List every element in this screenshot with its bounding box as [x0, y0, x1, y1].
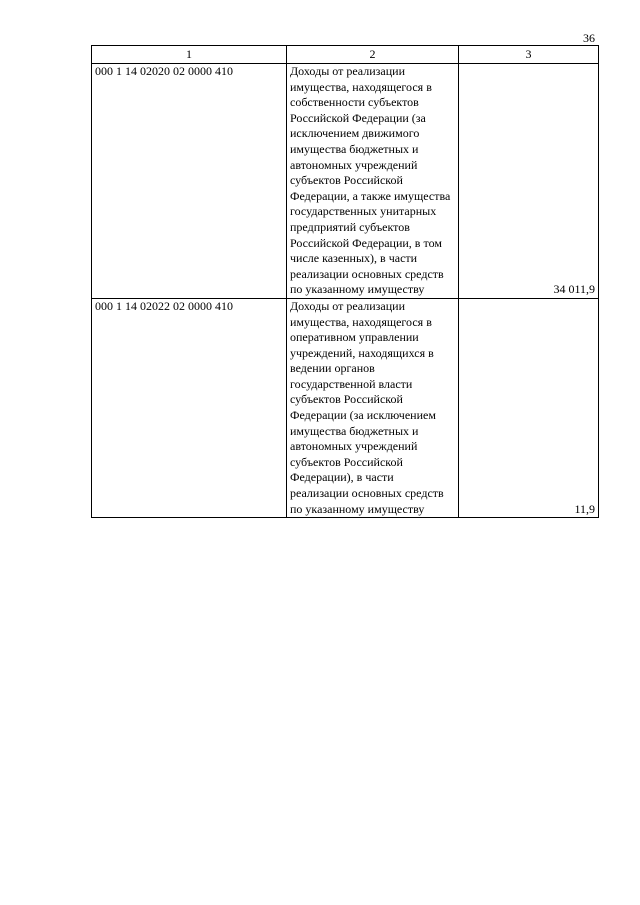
revenue-code-cell: 000 1 14 02022 02 0000 410: [92, 298, 287, 517]
table-row: [92, 64, 599, 299]
budget-revenue-table: [91, 45, 599, 518]
revenue-name-cell: Доходы от реализации имущества, находящегося в собственности субъектов Российской Федерации (за исключением движимого имущества бюджетных и автономных учреждений субъектов Российской Федерации, а также имущества государственных унитарных предприятий субъектов Российской Федерации, в том числе казенных), в части реализации основных средств по указанному имуществу: [287, 64, 459, 299]
column-header-name: 2: [287, 46, 459, 64]
revenue-code-cell: 000 1 14 02020 02 0000 410: [92, 64, 287, 299]
column-header-amount: 3: [459, 46, 599, 64]
revenue-name-cell: Доходы от реализации имущества, находящегося в оперативном управлении учреждений, находящихся в ведении органов государственной власти субъектов Российской Федерации (за исключением имущества бюджетных и автономных учреждений субъектов Российской Федерации), в части реализации основных средств по указанному имуществу: [287, 298, 459, 517]
table-row: [92, 298, 599, 517]
column-header-code: 1: [92, 46, 287, 64]
page-number: 36: [583, 31, 595, 45]
table-header-row: [92, 46, 599, 64]
revenue-amount-cell: 34 011,9: [459, 64, 599, 299]
revenue-amount-cell: 11,9: [459, 298, 599, 517]
